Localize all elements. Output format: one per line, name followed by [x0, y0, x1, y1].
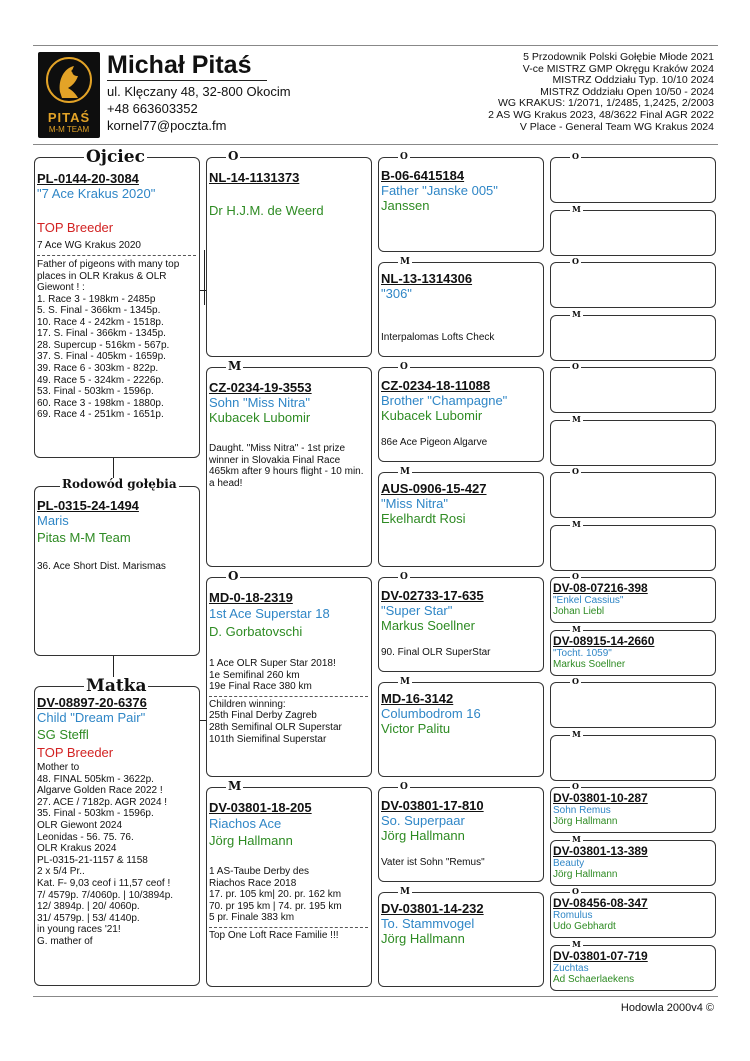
- pigeon-name: Beauty: [553, 857, 585, 869]
- dam-line: OLR Giewont 2024: [37, 819, 123, 831]
- pedigree-box-gen4[interactable]: [550, 157, 716, 203]
- sire-label: Ojciec: [86, 147, 145, 167]
- dam-line: 31/ 4579p. | 53/ 4140p.: [37, 912, 140, 924]
- dam-line: 7/ 4579p. 7/4060p. | 10/3894p.: [37, 889, 174, 901]
- dam-name: Child "Dream Pair": [37, 710, 146, 725]
- dam-line: in young races '21!: [37, 924, 121, 936]
- pigeon-name: Columbodrom 16: [381, 706, 481, 721]
- breeder: Markus Soellner: [381, 618, 475, 633]
- ring-number: DV-03801-10-287: [553, 791, 648, 805]
- subject-name: Maris: [37, 513, 69, 528]
- sire-marker: O: [572, 886, 579, 896]
- header-bottom-rule: [33, 144, 718, 145]
- note-line: 1e Semifinal 260 km: [209, 669, 300, 681]
- pedigree-box-gen4[interactable]: [550, 682, 716, 728]
- sire-marker: O: [400, 362, 408, 372]
- header-top-rule: [33, 45, 718, 46]
- breeder: Dr H.J.M. de Weerd: [209, 203, 324, 218]
- dam-marker: M: [572, 518, 581, 529]
- dam-marker: M: [572, 728, 581, 739]
- divider: [37, 255, 196, 256]
- dam-line: 12/ 3894p. | 20/ 4060p.: [37, 901, 140, 913]
- eagle-logo-icon: [38, 52, 100, 110]
- subject-note: 36. Ace Short Dist. Marismas: [37, 561, 166, 572]
- pigeon-name: "Super Star": [381, 603, 453, 618]
- dam-marker: M: [228, 779, 242, 793]
- dam-marker: M: [400, 257, 410, 267]
- dam-line: G. mather of: [37, 935, 93, 947]
- pedigree-box-gen4[interactable]: [550, 525, 716, 571]
- sire-marker: O: [572, 151, 579, 161]
- dam-line: 2 x 5/4 Pr..: [37, 866, 85, 878]
- pigeon-name: "Enkel Cassius": [553, 595, 624, 606]
- achievement: V Place - General Team WG Krakus 2024: [519, 120, 714, 133]
- dam-line: Kat. F- 9,03 ceof i 11,57 ceof !: [37, 877, 171, 889]
- pigeon-name: Riachos Ace: [209, 816, 282, 831]
- owner-phone: +48 663603352: [107, 101, 198, 116]
- dam-marker: M: [400, 677, 410, 687]
- dam-ring: DV-08897-20-6376: [37, 695, 147, 710]
- ring-number: DV-03801-07-719: [553, 948, 648, 963]
- pedigree-box-gen4[interactable]: [550, 735, 716, 781]
- connector: [113, 656, 114, 678]
- dam-line: 27. ACE / 7182p. AGR 2024 !: [37, 796, 168, 808]
- breeder: Victor Palitu: [381, 721, 451, 736]
- ring-number: DV-03801-17-810: [381, 798, 484, 813]
- note-line: Top One Loft Race Familie !!!: [209, 929, 339, 941]
- dam-line: PL-0315-21-1157 & 1158: [37, 854, 148, 866]
- result-line: 39. Race 6 - 303km - 822p.: [37, 363, 159, 375]
- result-line: 5. S. Final - 366km - 1345p.: [37, 305, 161, 317]
- sire-marker: O: [400, 782, 408, 792]
- pedigree-box-gen4[interactable]: [550, 315, 716, 361]
- breeder: Markus Soellner: [553, 658, 626, 670]
- sire-results: [37, 294, 196, 422]
- breeder: Jörg Hallmann: [381, 828, 465, 843]
- ring-number: DV-02733-17-635: [381, 588, 484, 603]
- note-line: Children winning:: [209, 698, 286, 710]
- ring-number: NL-13-1314306: [381, 271, 473, 286]
- note-line: 25th Final Derby Zagreb: [209, 710, 317, 722]
- result-line: 69. Race 4 - 251km - 1651p.: [37, 409, 164, 421]
- pedigree-box-gen3[interactable]: [378, 892, 544, 987]
- breeder: D. Gorbatovschi: [209, 624, 303, 639]
- breeder: Jörg Hallmann: [209, 833, 293, 848]
- pitas-logo: [38, 52, 100, 138]
- ring-number: DV-03801-14-232: [381, 901, 484, 916]
- subject-ring: PL-0315-24-1494: [37, 498, 139, 513]
- description: Interpalomas Lofts Check: [381, 332, 495, 343]
- pigeon-name: Zuchtas: [553, 962, 589, 974]
- pedigree-box-gen4[interactable]: [550, 787, 716, 833]
- breeder: Johan Liebl: [553, 606, 605, 617]
- pigeon-name: So. Superpaar: [381, 813, 465, 828]
- dam-line: Leonidas - 56. 75. 76.: [37, 831, 134, 843]
- ring-number: DV-08-07216-398: [553, 581, 648, 595]
- ring-number: NL-14-1131373: [209, 170, 300, 185]
- dam-marker: M: [572, 833, 581, 844]
- footer-credit: Hodowla 2000v4 ©: [620, 1002, 714, 1014]
- pedigree-box-gen4[interactable]: [550, 420, 716, 466]
- pedigree-box-gen4[interactable]: [550, 472, 716, 518]
- note-line: 28th Semifinal OLR Superstar: [209, 721, 342, 733]
- sire-intro: Father of pigeons with many top places in OLR Krakus & OLR Giewont ! :: [37, 259, 180, 293]
- owner-name-underline: [107, 80, 267, 81]
- dam-line: Algarve Golden Race 2022 !: [37, 785, 163, 797]
- pedigree-box-gen3[interactable]: [378, 787, 544, 882]
- breeder: Kubacek Lubomir: [381, 408, 483, 423]
- pedigree-box-gen4[interactable]: [550, 367, 716, 413]
- ring-number: DV-03801-18-205: [209, 800, 312, 815]
- breeder: Udo Gebhardt: [553, 921, 616, 932]
- achievement: MISTRZ Oddziału Open 10/50 - 2024: [540, 85, 714, 98]
- pedigree-box-gen4[interactable]: [550, 262, 716, 308]
- result-line: 60. Race 3 - 198km - 1880p.: [37, 397, 164, 409]
- ring-number: MD-0-18-2319: [209, 590, 293, 605]
- sire-line: 7 Ace WG Krakus 2020: [37, 240, 141, 251]
- description: Vater ist Sohn "Remus": [381, 857, 485, 868]
- dam-marker: M: [400, 467, 410, 477]
- pigeon-name: Father "Janske 005": [381, 183, 498, 198]
- result-line: 28. Supercup - 516km - 567p.: [37, 339, 170, 351]
- pedigree-box-gen4[interactable]: [550, 840, 716, 886]
- achievements-list: [488, 52, 714, 133]
- subject-breeder: Pitas M-M Team: [37, 530, 131, 545]
- result-line: 49. Race 5 - 324km - 2226p.: [37, 374, 164, 386]
- achievement: V-ce MISTRZ GMP Okręgu Kraków 2024: [522, 62, 714, 75]
- sire-marker: O: [572, 361, 579, 371]
- result-line: 37. S. Final - 405km - 1659p.: [37, 351, 166, 363]
- pedigree-box-gen3[interactable]: [378, 682, 544, 777]
- ring-number: DV-08915-14-2660: [553, 633, 655, 648]
- dam-marker: M: [228, 359, 242, 373]
- ring-number: CZ-0234-18-11088: [381, 378, 491, 393]
- dam-line: 35. Final - 503km - 1596p.: [37, 808, 154, 820]
- connector: [204, 250, 205, 305]
- dam-line: 48. FINAL 505km - 3622p.: [37, 773, 154, 785]
- pedigree-box-gen3[interactable]: [378, 472, 544, 567]
- owner-email: kornel77@poczta.fm: [107, 118, 227, 133]
- dam-line: OLR Krakus 2024: [37, 843, 117, 855]
- breeder: Ad Schaerlaekens: [553, 973, 635, 985]
- owner-name: Michał Pitaś: [107, 51, 252, 79]
- dam-marker: M: [572, 308, 581, 319]
- ring-number: AUS-0906-15-427: [381, 481, 487, 496]
- sire-marker: O: [572, 466, 579, 476]
- pedigree-box-gen4[interactable]: [550, 630, 716, 676]
- pedigree-box-sd[interactable]: [206, 367, 372, 567]
- dam-marker: M: [572, 623, 581, 634]
- achievement: 2 AS WG Krakus 2023, 48/3622 Final AGR 2022: [488, 108, 714, 121]
- dam-box[interactable]: [34, 686, 200, 986]
- sire-marker: O: [572, 781, 579, 791]
- breeder: Jörg Hallmann: [553, 868, 618, 880]
- pigeon-name: "Miss Nitra": [381, 496, 449, 511]
- description: [209, 866, 368, 924]
- owner-address: ul. Klęczany 48, 32-800 Okocim: [107, 84, 291, 99]
- sire-marker: O: [228, 569, 239, 583]
- note-line: 70. pr 195 km | 74. pr. 195 km: [209, 900, 342, 912]
- result-line: 1. Race 3 - 198km - 2485p: [37, 293, 156, 305]
- achievement: MISTRZ Oddziału Typ. 10/10 2024: [552, 74, 714, 87]
- pedigree-box-ds[interactable]: [206, 577, 372, 777]
- dam-breeder: SG Steffl: [37, 727, 89, 742]
- description: Daught. "Miss Nitra" - 1st prize winner in Slovakia Final Race 465km after 9 hours flight - 10 min. a head!: [209, 443, 364, 489]
- sire-marker: O: [400, 152, 408, 162]
- breeder: Jörg Hallmann: [381, 931, 465, 946]
- pedigree-box-gen3[interactable]: [378, 577, 544, 672]
- ring-number: DV-08456-08-347: [553, 896, 648, 910]
- sire-name: "7 Ace Krakus 2020": [37, 186, 156, 201]
- sire-ring: PL-0144-20-3084: [37, 171, 139, 186]
- result-line: 10. Race 4 - 242km - 1518p.: [37, 316, 164, 328]
- note-line: Riachos Race 2018: [209, 877, 297, 889]
- result-line: 53. Final - 503km - 1596p.: [37, 386, 154, 398]
- pigeon-name: 1st Ace Superstar 18: [209, 606, 330, 621]
- divider: [209, 927, 368, 928]
- description: [209, 658, 368, 693]
- pigeon-name: Romulus: [553, 910, 593, 921]
- pedigree-box-gen4[interactable]: [550, 945, 716, 991]
- note-line: 1 AS-Taube Derby des: [209, 866, 310, 877]
- note-line: 19e Final Race 380 km: [209, 681, 312, 693]
- dam-marker: M: [400, 887, 410, 897]
- description: [209, 699, 368, 745]
- breeder: Janssen: [381, 198, 430, 213]
- pedigree-box-dd[interactable]: [206, 787, 372, 987]
- ring-number: CZ-0234-19-3553: [209, 380, 312, 395]
- pedigree-box-gen4[interactable]: [550, 892, 716, 938]
- pigeon-name: Sohn Remus: [553, 805, 611, 816]
- dam-marker: M: [572, 938, 581, 949]
- logo-text: PITAŚ: [47, 110, 91, 125]
- pigeon-name: Sohn "Miss Nitra": [209, 395, 310, 410]
- sire-top-breeder: TOP Breeder: [37, 220, 114, 235]
- ring-number: DV-03801-13-389: [553, 843, 648, 858]
- pigeon-name: "Tocht. 1059": [553, 647, 612, 659]
- description: 86e Ace Pigeon Algarve: [381, 437, 488, 448]
- sire-marker: O: [572, 256, 579, 266]
- achievement: WG KRAKUS: 1/2071, 1/2485, 1,2425, 2/2003: [498, 97, 714, 110]
- sire-marker: O: [228, 149, 239, 163]
- description: 90. Final OLR SuperStar: [381, 647, 491, 658]
- pedigree-box-gen4[interactable]: [550, 577, 716, 623]
- logo-subtext: M-M TEAM: [48, 125, 90, 134]
- note-line: 1 Ace OLR Super Star 2018!: [209, 658, 336, 669]
- dam-label: Matka: [86, 676, 147, 696]
- dam-line: Mother to: [37, 762, 80, 773]
- achievement: 5 Przodownik Polski Gołębie Młode 2021: [523, 51, 714, 63]
- dam-top-breeder: TOP Breeder: [37, 745, 114, 760]
- dam-marker: M: [572, 203, 581, 214]
- sire-marker: O: [572, 571, 579, 581]
- subject-label: Rodowód gołębia: [62, 477, 177, 491]
- breeder: Ekelhardt Rosi: [381, 511, 466, 526]
- ring-number: MD-16-3142: [381, 691, 454, 706]
- pedigree-box-gen3[interactable]: [378, 367, 544, 462]
- ring-number: B-06-6415184: [381, 168, 465, 183]
- note-line: 101th Siemifinal Superstar: [209, 733, 327, 745]
- pedigree-box-ss[interactable]: [206, 157, 372, 357]
- pigeon-name: "306": [381, 286, 412, 301]
- note-line: 5 pr. Finale 383 km: [209, 912, 295, 924]
- breeder: Kubacek Lubomir: [209, 410, 311, 425]
- subject-box[interactable]: [34, 486, 200, 656]
- sire-box[interactable]: [34, 157, 200, 458]
- pedigree-box-gen3[interactable]: [378, 262, 544, 357]
- pedigree-box-gen3[interactable]: [378, 157, 544, 252]
- note-line: 17. pr. 105 km| 20. pr. 162 km: [209, 889, 342, 901]
- sire-marker: O: [400, 572, 408, 582]
- pigeon-name: To. Stammvogel: [381, 916, 475, 931]
- breeder: Jörg Hallmann: [553, 816, 618, 827]
- pigeon-name: Brother "Champagne": [381, 393, 508, 408]
- result-line: 17. S. Final - 366km - 1345p.: [37, 328, 166, 340]
- sire-marker: O: [572, 676, 579, 686]
- dam-lines: [37, 762, 196, 948]
- divider: [209, 696, 368, 697]
- dam-marker: M: [572, 413, 581, 424]
- pedigree-box-gen4[interactable]: [550, 210, 716, 256]
- footer-rule: [33, 996, 718, 997]
